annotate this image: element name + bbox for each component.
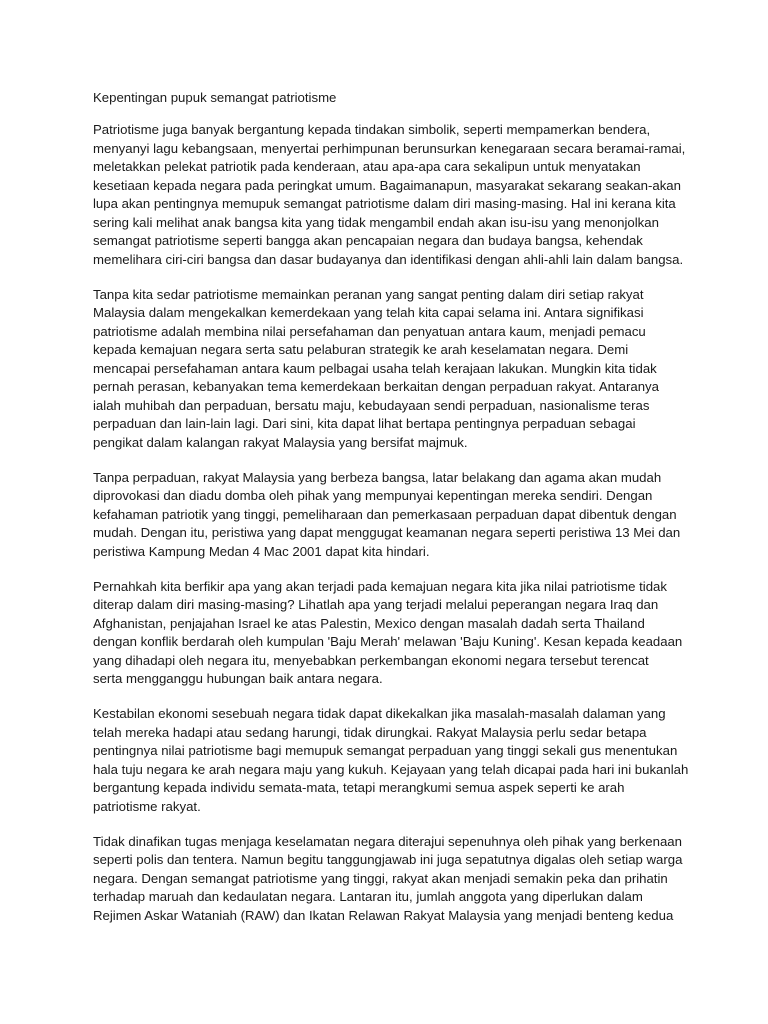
text-line: diprovokasi dan diadu domba oleh pihak yang mempunyai kepentingan mereka sendiri. Dengan: [93, 488, 653, 503]
text-line: Tidak dinafikan tugas menjaga keselamatan negara diterajui sepenuhnya oleh pihak yang berkenaan: [93, 833, 682, 849]
text-line: dengan konflik berdarah oleh kumpulan 'Baju Merah' melawan 'Baju Kuning'. Kesan kepada keadaan: [93, 634, 683, 649]
text-line: mudah. Dengan itu, peristiwa yang dapat menggugat keamanan negara seperti peristiwa 13 Mei dan: [93, 525, 681, 540]
text-line: memelihara ciri-ciri bangsa dan dasar budayanya dan identifikasi dengan ahli-ahli lain dalam bangsa.: [93, 251, 684, 267]
text-line: patriotisme rakyat.: [93, 798, 201, 814]
text-line: Patriotisme juga banyak bergantung kepada tindakan simbolik, seperti mempamerkan bendera,: [93, 122, 651, 137]
text-line: seperti polis dan tentera. Namun begitu tanggungjawab ini juga sepatutnya digalas oleh setiap warga: [93, 852, 683, 867]
text-line: terhadap maruah dan kedaulatan negara. Lantaran itu, jumlah anggota yang diperlukan dalam: [93, 889, 643, 904]
text-line: telah mereka hadapi atau sedang harungi, tidak dirungkai. Rakyat Malaysia perlu sedar betapa: [93, 724, 647, 740]
text-line: pengikat dalam kalangan rakyat Malaysia yang bersifat majmuk.: [93, 434, 468, 450]
text-line: sering kali melihat anak bangsa kita yang tidak mengambil endah akan isu-isu yang menonjolkan: [93, 214, 659, 230]
text-line: yang dihadapi oleh negara itu, menyebabkan perkembangan ekonomi negara tersebut terencat: [93, 652, 649, 668]
paragraph: [93, 469, 728, 562]
text-line: pentingnya nilai patriotisme bagi memupuk semangat perpaduan yang tinggi sekali gus menentukan: [93, 743, 678, 758]
paragraph: [93, 578, 728, 689]
text-line: peristiwa Kampung Medan 4 Mac 2001 dapat kita hindari.: [93, 543, 430, 559]
text-line: Afghanistan, penjajahan Israel ke atas Palestin, Mexico dengan masalah dadah serta Thailand: [93, 615, 645, 631]
text-line: negara. Dengan semangat patriotisme yang tinggi, rakyat akan menjadi semakin peka dan prihatin: [93, 870, 668, 886]
text-line: Pernahkah kita berfikir apa yang akan terjadi pada kemajuan negara kita jika nilai patriotisme tidak: [93, 578, 667, 594]
text-line: hala tuju negara ke arah negara maju yang kukuh. Kejayaan yang telah dicapai pada hari ini bukanlah: [93, 761, 689, 777]
paragraph: [93, 833, 728, 926]
text-line: kesetiaan kepada negara pada peringkat umum. Bagaimanapun, masyarakat sekarang seakan-akan: [93, 177, 681, 193]
document-body: [93, 121, 728, 925]
text-line: patriotisme adalah membina nilai persefahaman dan penyatuan antara kaum, menjadi pemacu: [93, 323, 646, 339]
text-line: ialah muhibah dan perpaduan, bersatu maju, kebudayaan sendi perpaduan, nasionalisme teras: [93, 397, 650, 413]
text-line: meletakkan pelekat patriotik pada kenderaan, atau apa-apa cara sekalipun untuk menyatakan: [93, 159, 641, 174]
paragraph: [93, 705, 728, 816]
text-line: kepada kemajuan negara serta satu pelaburan strategik ke arah keselamatan negara. Demi: [93, 342, 629, 357]
text-line: perpaduan dan lain-lain lagi. Dari sini, kita dapat lihat bertapa pentingnya perpaduan sebagai: [93, 416, 636, 431]
text-line: Tanpa kita sedar patriotisme memainkan peranan yang sangat penting dalam diri setiap rakyat: [93, 286, 644, 302]
text-line: pernah perasan, kebanyakan tema kemerdekaan berkaitan dengan perpaduan rakyat. Antaranya: [93, 379, 659, 394]
text-line: Malaysia dalam mengekalkan kemerdekaan yang telah kita capai selama ini. Antara signifikasi: [93, 305, 644, 320]
text-line: bergantung kepada individu semata-mata, tetapi merangkumi semua aspek seperti ke arah: [93, 780, 625, 795]
document-title: Kepentingan pupuk semangat patriotisme: [93, 90, 337, 105]
text-line: serta mengganggu hubungan baik antara negara.: [93, 671, 383, 686]
text-line: Kestabilan ekonomi sesebuah negara tidak dapat dikekalkan jika masalah-masalah dalaman yang: [93, 706, 666, 721]
text-line: Tanpa perpaduan, rakyat Malaysia yang berbeza bangsa, latar belakang dan agama akan mudah: [93, 469, 662, 485]
text-line: kefahaman patriotik yang tinggi, pemeliharaan dan pemerkasaan perpaduan dapat dibentuk dengan: [93, 506, 677, 522]
text-line: menyanyi lagu kebangsaan, menyertai perhimpunan berunsurkan kenegaraan secara beramai-ramai,: [93, 140, 686, 156]
text-line: lupa akan pentingnya memupuk semangat patriotisme dalam diri masing-masing. Hal ini kerana kita: [93, 196, 676, 211]
paragraph: [93, 121, 728, 269]
paragraph: [93, 286, 728, 453]
text-line: Rejimen Askar Wataniah (RAW) dan Ikatan Relawan Rakyat Malaysia yang menjadi benteng kedua: [93, 907, 674, 923]
text-line: mencapai persefahaman antara kaum pelbagai usaha telah kerajaan lakukan. Mungkin kita tidak: [93, 360, 657, 376]
text-line: semangat patriotisme seperti bangga akan pencapaian negara dan budaya bangsa, kehendak: [93, 233, 643, 248]
text-line: diterap dalam diri masing-masing? Lihatlah apa yang terjadi melalui peperangan negara Iraq dan: [93, 597, 659, 612]
